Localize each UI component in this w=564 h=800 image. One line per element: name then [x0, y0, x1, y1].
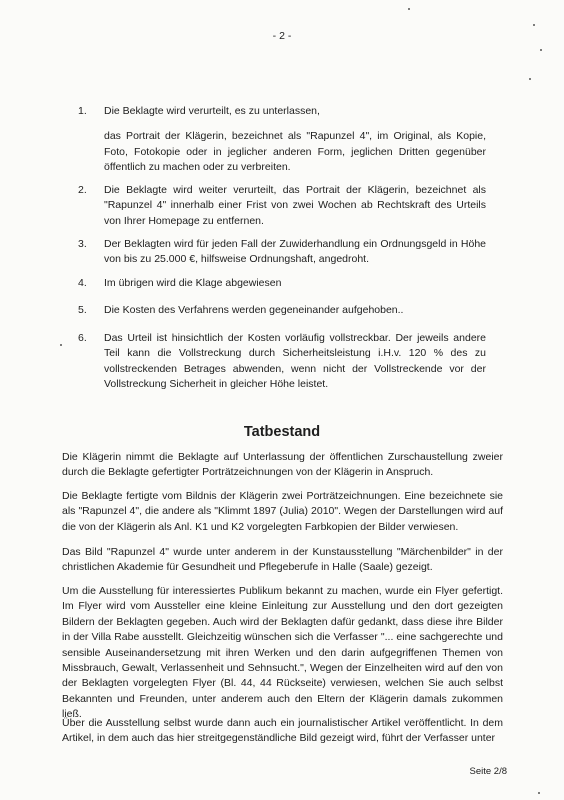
list-item-text: Das Urteil ist hinsichtlich der Kosten vorläufig vollstreckbar. Der jeweils andere Teil kann die Vollstreckung durch Sicherheitsleistung i.H.v. 120 % des zu vollstreckenden Betrages abwenden, wenn nicht der Vollstreckende vor der Vollstreckung Sicherheit in gleicher Höhe leistet. [104, 332, 486, 391]
scan-speck [540, 49, 542, 51]
list-item [78, 237, 486, 268]
list-item [78, 183, 486, 229]
list-item-number: 3. [78, 238, 87, 250]
scan-speck [529, 78, 531, 80]
list-item-text: Die Beklagte wird weiter verurteilt, das Portrait der Klägerin, bezeichnet als "Rapunzel 4" innerhalb einer Frist von zwei Wochen ab Rechtskraft des Urteils von Ihrer Homepage zu entfernen. [104, 184, 486, 227]
paragraph: Das Bild "Rapunzel 4" wurde unter anderem in der Kunstausstellung "Märchenbilder" in der christlichen Akademie für Gesundheit und Pflegeberufe in Halle (Saale) gezeigt. [62, 546, 503, 574]
list-item-text: Die Beklagte wird verurteilt, es zu unterlassen, [104, 105, 320, 117]
scan-speck [533, 24, 535, 26]
list-item [78, 276, 486, 291]
paragraph: Über die Ausstellung selbst wurde dann auch ein journalistischer Artikel veröffentlicht. In dem Artikel, in dem auch das hier streitgegenständliche Bild gezeigt wird, führt der Verfasser unter [62, 717, 503, 745]
list-item-number: 5. [78, 304, 87, 316]
list-item-number: 6. [78, 332, 87, 344]
scan-speck [60, 344, 62, 346]
list-item [78, 331, 486, 393]
paragraph: Die Beklagte fertigte vom Bildnis der Klägerin zwei Porträtzeichnungen. Eine bezeichnete sie als "Rapunzel 4", die andere als "Klimmt 1897 (Julia) 2010". Wegen der Darstellungen wird auf die von der Klägerin als Anl. K1 und K2 vorgelegten Farbkopien der Bilder verwiesen. [62, 490, 503, 533]
list-item-number: 2. [78, 184, 87, 196]
list-item-number: 1. [78, 105, 87, 117]
list-item [78, 104, 486, 176]
list-item-number: 4. [78, 277, 87, 289]
list-item-subtext: das Portrait der Klägerin, bezeichnet als "Rapunzel 4", im Original, als Kopie, Foto, Fotokopie oder in jeglicher anderen Form, jeglichen Dritten gegenüber öffentlich zu machen oder zu verbreiten. [104, 130, 486, 174]
page-footer: Seite 2/8 [469, 766, 507, 777]
list-item-text: Die Kosten des Verfahrens werden gegeneinander aufgehoben.. [104, 304, 404, 316]
paragraph: Um die Ausstellung für interessiertes Publikum bekannt zu machen, wurde ein Flyer gefertigt. Im Flyer wird vom Aussteller eine kleine Einleitung zur Ausstellung und den dort gezeigten Bildern der Beklagten gegeben. Auch wird der Beklagten dafür gedankt, dass diese ihre Bilder in der Villa Rabe ausstellt. Gleichzeitig wünschen sich die Verfasser "... eine sachgerechte und sensible Auseinandersetzung mit ihren Werken und den darin aufgegriffenen Themen von Missbrauch, Gewalt, Verlassenheit und Sehnsucht.", Wegen der Einzelheiten wird auf den von der Beklagten vorgelegten Flyer (Bl. 44, 44 Rückseite) verwiesen, welchen Sie auch selbst Bekannten und Freunden, unter anderem auch den Eltern der Klägerin damals zukommen ließ. [62, 585, 503, 721]
page-number: - 2 - [272, 30, 292, 42]
paragraph: Die Klägerin nimmt die Beklagte auf Unterlassung der öffentlichen Zurschaustellung zweier durch die Beklagte gefertigter Porträtzeichnungen von der Klägerin in Anspruch. [62, 451, 503, 479]
list-item-text: Im übrigen wird die Klage abgewiesen [104, 277, 282, 289]
scan-speck [408, 8, 410, 10]
scan-speck [538, 792, 540, 794]
section-heading: Tatbestand [243, 424, 321, 440]
list-item-text: Der Beklagten wird für jeden Fall der Zuwiderhandlung ein Ordnungsgeld in Höhe von bis zu 25.000 €, hilfsweise Ordnungshaft, angedroht. [104, 238, 486, 266]
list-item [78, 303, 486, 318]
